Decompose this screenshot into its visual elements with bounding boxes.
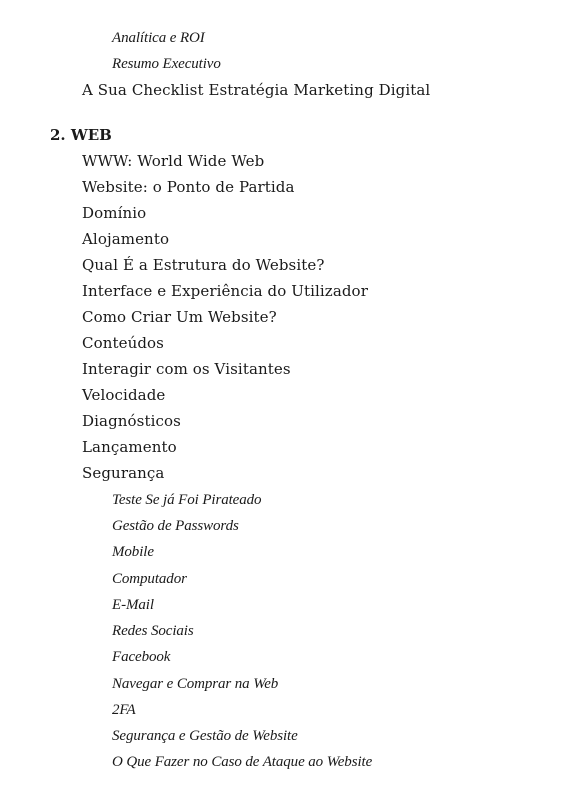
toc-item: Interface e Experiência do Utilizador xyxy=(82,282,368,300)
toc-subitem: Segurança e Gestão de Website xyxy=(112,728,298,744)
toc-subitem: Gestão de Passwords xyxy=(112,518,239,534)
section-heading: 2. WEB xyxy=(50,126,112,144)
toc-item: Velocidade xyxy=(82,386,166,404)
toc-subitem: E-Mail xyxy=(112,597,154,613)
toc-subitem: Analítica e ROI xyxy=(112,30,205,46)
toc-item: WWW: World Wide Web xyxy=(82,152,265,170)
toc-item: A Sua Checklist Estratégia Marketing Digital xyxy=(82,81,431,99)
toc-item: Como Criar Um Website? xyxy=(82,308,277,326)
toc-item: Conteúdos xyxy=(82,334,164,352)
toc-subitem: Mobile xyxy=(112,544,154,560)
toc-subitem: Facebook xyxy=(112,649,171,665)
toc-item: Segurança xyxy=(82,464,165,482)
toc-subitem: 2FA xyxy=(112,702,136,718)
toc-item: Lançamento xyxy=(82,438,177,456)
toc-item: Domínio xyxy=(82,204,147,222)
toc-item: Alojamento xyxy=(82,230,170,248)
toc-subitem: Teste Se já Foi Pirateado xyxy=(112,492,262,508)
toc-subitem: Navegar e Comprar na Web xyxy=(112,676,279,692)
toc-subitem: Resumo Executivo xyxy=(112,56,221,72)
toc-item: Diagnósticos xyxy=(82,412,181,430)
toc-item: Interagir com os Visitantes xyxy=(82,360,291,378)
toc-item: Qual É a Estrutura do Website? xyxy=(82,256,325,274)
toc-subitem: Computador xyxy=(112,571,187,587)
toc-subitem: O Que Fazer no Caso de Ataque ao Website xyxy=(112,754,373,770)
toc-subitem: Redes Sociais xyxy=(112,623,194,639)
toc-item: Website: o Ponto de Partida xyxy=(82,178,295,196)
